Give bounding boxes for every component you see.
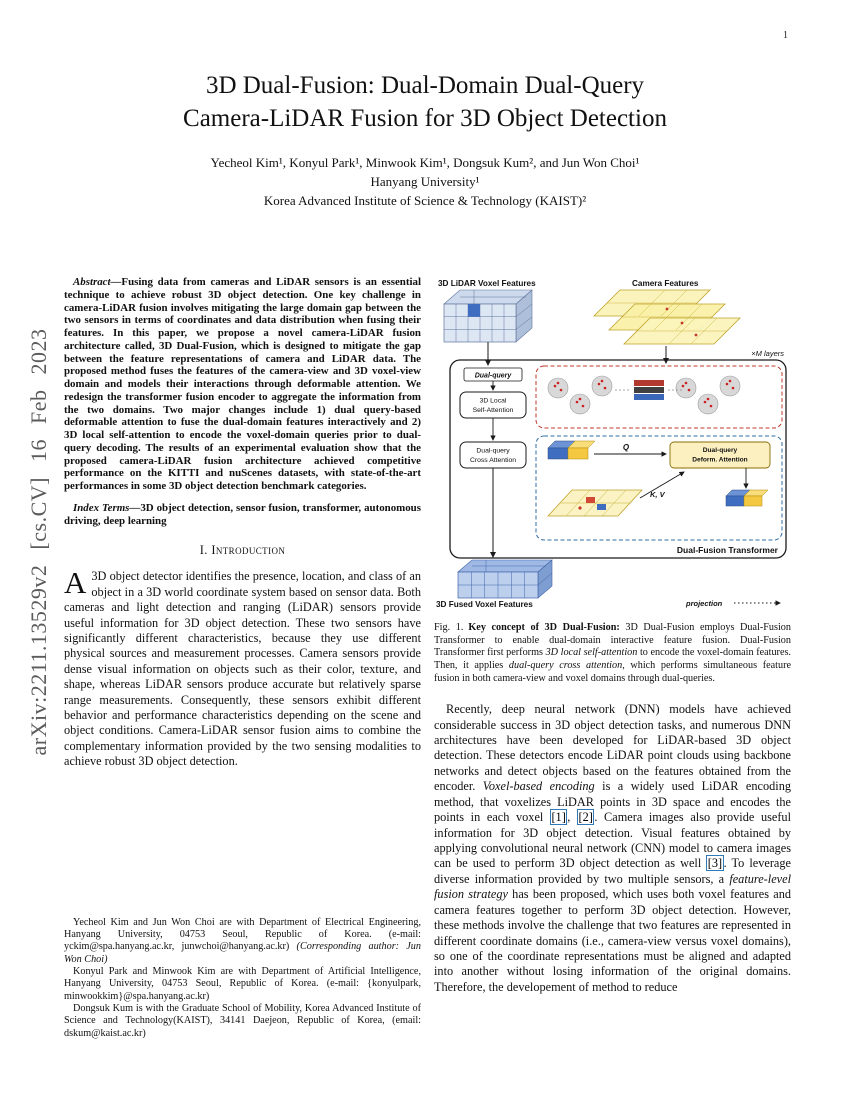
index-terms-text: 3D object detection, sensor fusion, transformer, autonomous driving, deep learning [64, 501, 421, 527]
caption-part3: , which performs simultaneous feature fusion in both camera-view and voxel domains through dual-queries. [434, 659, 791, 684]
intro-paragraph [64, 565, 421, 769]
title-line1: 3D Dual-Fusion: Dual-Domain Dual-Query [205, 72, 645, 99]
caption-italic1: 3D local self-attention [545, 647, 638, 659]
paper-header [0, 70, 850, 209]
citation-1[interactable]: [1] [551, 810, 566, 825]
lidar-voxel-cube [444, 290, 532, 342]
local-self-attention-line2: Self-Attention [472, 407, 514, 414]
footnote-3: Dongsuk Kum is with the Graduate School of Mobility, Korea Advanced Institute of Science and Technology(KAIST), 34141 Daejeon, Republic of Korea, (email: dskum@kaist.ac.kr) [64, 1002, 421, 1039]
q-label: Q [622, 443, 630, 452]
paragraph-italic1: Voxel-based encoding [482, 779, 595, 794]
affiliation-1: Hanyang University¹ [370, 174, 480, 189]
camera-features-label: Camera Features [632, 279, 699, 288]
kv-label: K, V [650, 490, 665, 499]
paragraph-part4: . To leverage diverse information provided by two multiple sensors, a [434, 856, 791, 886]
abstract-text: Fusing data from cameras and LiDAR sensors is an essential technique to achieve robust 3D object detection. One key challenge in camera-LiDAR fusion involves mitigating the large domain gap between the two sensors in terms of coordinates and data distribution when fusing their features. In this paper, we propose a novel camera-LiDAR fusion architecture called, 3D Dual-Fusion, which is designed to mitigate the gap between the feature representations of camera and LiDAR data. The proposed method fuses the features of the camera-view and 3D voxel-view domain and models their interactions through deformable attention. We redesign the transformer fusion encoder to aggregate the information from the two domains. Two major changes include 1) dual query-based deformable attention to fuse the dual-domain features interactively and 2) 3D local self-attention to encode the voxel-domain queries prior to dual-query decoding. The results of an experimental evaluation show that the proposed camera-LiDAR fusion architecture achieved competitive performance on the KITTI and nuScenes datasets, with state-of-the-art performances in some 3D object detection benchmark categories. [64, 276, 421, 492]
fused-voxel-cube [458, 560, 552, 598]
section-heading-introduction: I. Introduction [199, 543, 286, 558]
figure-1-diagram [434, 276, 791, 610]
deform-attention-line2: Deform. Attention [692, 456, 748, 464]
intro-paragraph-text: 3D object detector identifies the presence, location, and class of an object in a 3D world coordinate system based on sensor data. Both cameras and light detection and ranging (LiDAR) sensors provide useful information for 3D object detection. These two sensors have significantly different characteristics, because they use different physical sources and measurement processes. Camera sensors provide dense visual information on objects such as their color, texture, and shape, whereas LiDAR sensors produce accurate but relatively sparse range measurements. Consequently, these sensors exhibit different behavior and performance characteristics depending on the scene and object conditions. Camera-LiDAR sensor fusion aims to combine the complementary information provided by the two sensing modalities to achieve robust 3D object detection. [64, 569, 421, 769]
footnote-1-text: Yecheol Kim and Jun Won Choi are with Department of Electrical Engineering, Hanyang University, 04753 Seoul, Republic of Korea. (e-mail: yckim@spa.hanyang.ac.kr, junwchoi@hanyang.ac.kr) [64, 916, 421, 953]
caption-part2: to encode the voxel-domain features. Then, it applies [434, 647, 791, 671]
deform-attention-line1: Dual-query [702, 447, 738, 454]
caption-part1: 3D Dual-Fusion employs Dual-Fusion Transformer to enable dual-domain interactive feature fusion. Dual-Fusion Transformer first performs [434, 622, 791, 659]
dropcap: A [64, 565, 87, 601]
left-column [64, 276, 421, 1040]
paragraph-part1: Recently, deep neural network (DNN) models have achieved considerable success in 3D object detection tasks, and numerous DNN architectures have been developed for LiDAR-based 3D object detection. These detectors encode LiDAR point clouds using backbone networks and detect objects based on the features obtained from the encoder. [434, 702, 791, 794]
dual-query-label: Dual-query [474, 372, 512, 380]
right-column [434, 276, 791, 1040]
cross-attention-box [460, 442, 526, 468]
citation-2[interactable]: [2] [578, 810, 593, 825]
local-self-attention-line1: 3D Local [479, 397, 507, 405]
dual-fusion-transformer-label: Dual-Fusion Transformer [676, 545, 778, 555]
index-terms-label: Index Terms— [73, 501, 141, 514]
abstract [64, 276, 421, 493]
page-number: 1 [783, 30, 788, 41]
figure-1 [434, 276, 791, 685]
citation-separator: , [567, 810, 577, 825]
title-line2: Camera-LiDAR Fusion for 3D Object Detection [183, 104, 667, 132]
footnote-1-corresponding: (Corresponding author: Jun Won Choi) [64, 941, 421, 965]
caption-bold: Key concept of 3D Dual-Fusion: [468, 622, 620, 633]
paragraph-part3: . Camera images also provide useful information for 3D object detection. Visual features obtained by applying convolutional neural network (CNN) model to camera images can be used to perform 3D object detection as well [434, 810, 791, 871]
arxiv-banner: arXiv:2211.13529v2 [cs.CV] 16 Feb 2023 [26, 328, 51, 756]
paper-title [0, 70, 850, 135]
paragraph-part2: is a widely used LiDAR encoding method, that voxelizes LiDAR points in 3D space and encodes the points in each voxel [434, 779, 791, 825]
fused-features-label: 3D Fused Voxel Features [436, 600, 533, 609]
footnote-1 [64, 917, 421, 966]
paragraph-part5: has been proposed, which uses both voxel features and camera features together to perform 3D object detection. However, these methods involve the challenge that two features are represented in different coordinate domains (i.e., camera-view versus voxel domains), so one of the coordinate representations must be aligned and adapted into another without losing information of the original domains. Therefore, the developement of method to reduce [434, 887, 791, 994]
authors-line: Yecheol Kim¹, Konyul Park¹, Minwook Kim¹, Dongsuk Kum², and Jun Won Choi¹ [210, 155, 640, 170]
deform-attention-box [670, 442, 770, 468]
paragraph-italic2: feature-level fusion strategy [434, 871, 791, 902]
cross-attention-line2: Cross Attention [469, 457, 517, 464]
affiliation-2: Korea Advanced Institute of Science & Technology (KAIST)² [263, 193, 587, 208]
cross-attention-line1: Dual-query [476, 447, 510, 455]
author-footnotes [64, 917, 421, 1040]
local-self-attention-box [460, 392, 526, 418]
citation-3[interactable]: [3] [707, 856, 723, 871]
camera-feature-planes [594, 290, 740, 344]
two-column-body [64, 276, 791, 1040]
caption-italic2: dual-query cross attention [508, 659, 623, 671]
lidar-features-label: 3D LiDAR Voxel Features [438, 279, 536, 288]
projection-label: projection [686, 599, 723, 608]
m-layers-label: ×M layers [751, 349, 784, 358]
footnote-2: Konyul Park and Minwook Kim are with Department of Artificial Intelligence, Hanyang University, 04753 Seoul, Republic of Korea. (e-mail: {konyulpark, minwookkim}@spa.hanyang.ac.kr) [64, 965, 421, 1002]
figure-1-caption [434, 622, 791, 685]
caption-fig-label: Fig. 1. [434, 622, 464, 633]
abstract-label: Abstract— [73, 276, 122, 288]
body-paragraph [434, 702, 791, 995]
index-terms [64, 502, 421, 528]
